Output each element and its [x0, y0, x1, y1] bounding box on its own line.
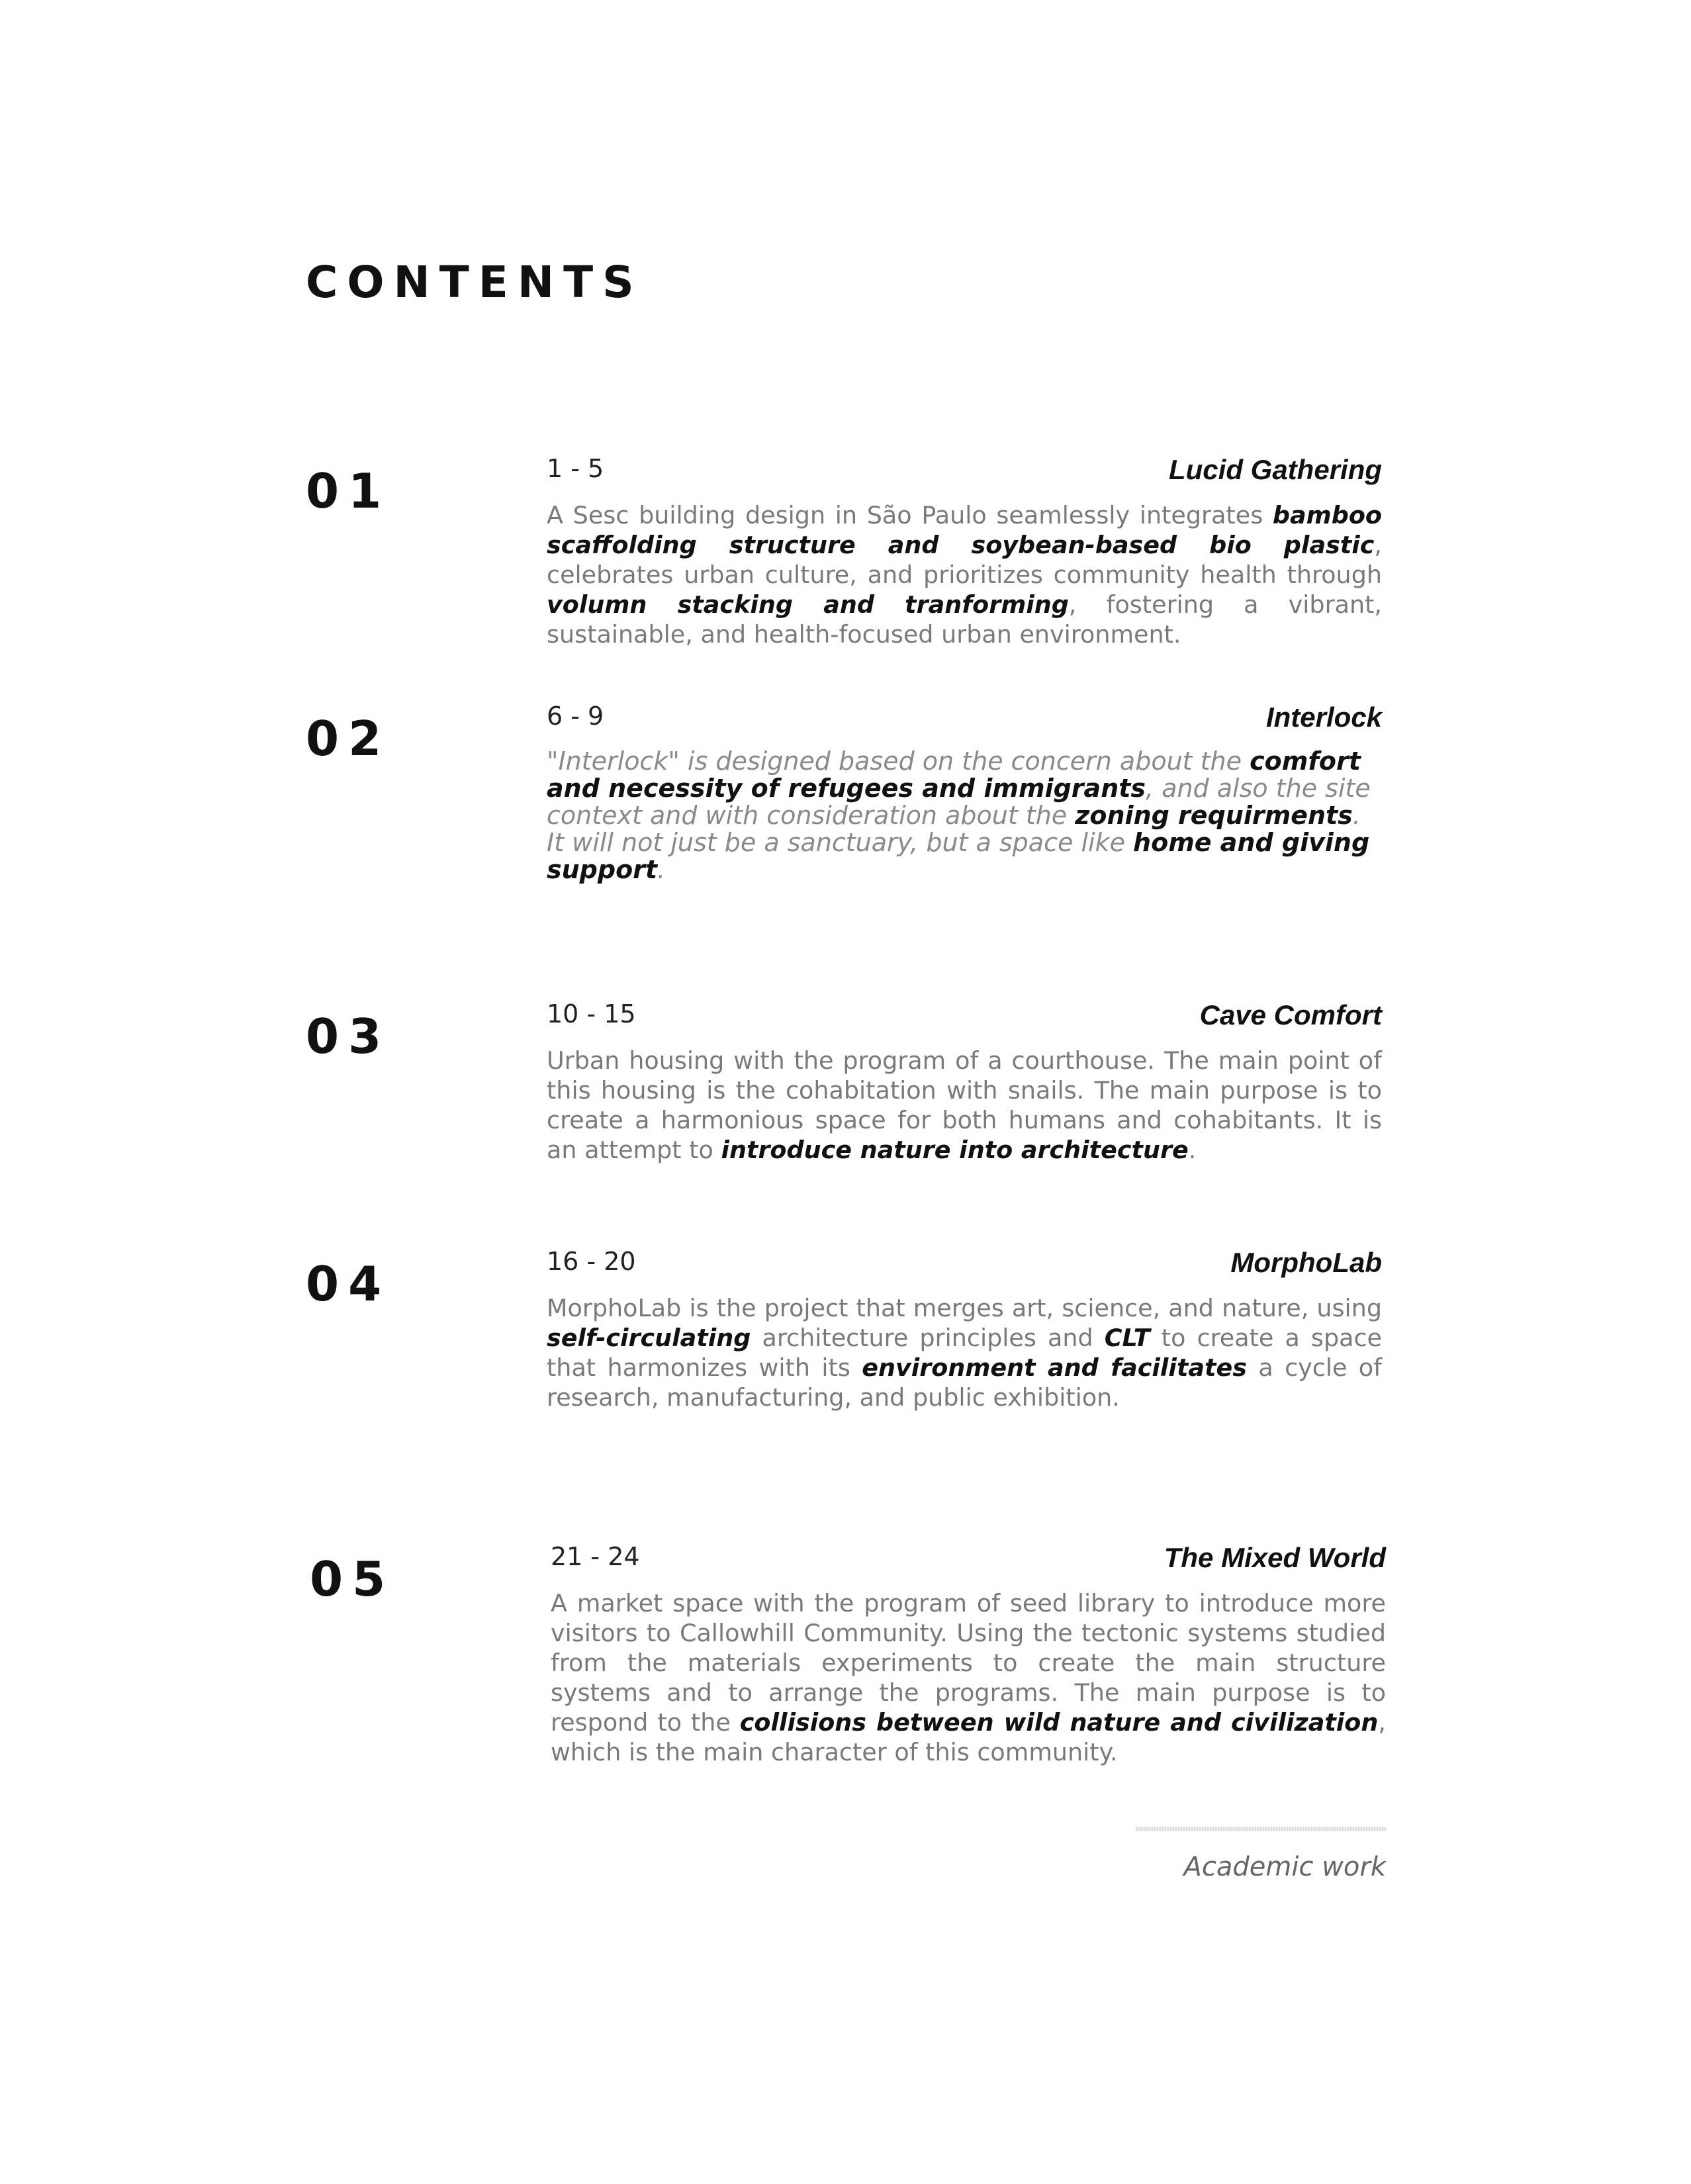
description-text: , and also the site context and with consideration about the — [547, 774, 1371, 830]
description-text: A Sesc building design in São Paulo seamlessly integrates — [547, 501, 1273, 529]
emphasis-text: CLT — [1104, 1324, 1150, 1352]
entry-page-range: 21 - 24 — [551, 1542, 640, 1571]
entry-description — [551, 1588, 1386, 1767]
emphasis-text: collisions between wild nature and civilization — [739, 1708, 1379, 1737]
description-text: architecture principles and — [751, 1324, 1105, 1352]
description-text: MorphoLab is the project that merges art, science, and nature, using — [547, 1294, 1382, 1322]
page-title: CONTENTS — [306, 257, 643, 308]
description-text: "Interlock" is designed based on the concern about the — [547, 747, 1250, 776]
entry-number: 03 — [306, 1009, 391, 1064]
description-text: , which is the main character of this community. — [551, 1708, 1386, 1766]
footer-divider — [1136, 1827, 1386, 1831]
entry-title: Interlock — [1265, 702, 1382, 733]
entry-number: 02 — [306, 711, 391, 766]
entry-number: 01 — [306, 463, 391, 519]
entry-page-range: 6 - 9 — [547, 702, 604, 731]
entry-number: 04 — [306, 1256, 391, 1312]
description-text: . It will not just be a sanctuary, but a space like — [547, 801, 1361, 857]
emphasis-text: home and giving support — [547, 828, 1370, 884]
entry-title: Cave Comfort — [1199, 999, 1382, 1030]
entry-description — [547, 500, 1382, 649]
entry-title: Lucid Gathering — [1168, 454, 1382, 485]
emphasis-text: self-circulating — [547, 1324, 751, 1352]
entry-title: The Mixed World — [1164, 1542, 1386, 1573]
entry-number: 05 — [310, 1551, 395, 1607]
entry-page-range: 1 - 5 — [547, 454, 604, 483]
emphasis-text: comfort and necessity of refugees and immigrants — [547, 747, 1361, 803]
description-text: . — [1188, 1136, 1197, 1164]
emphasis-text: zoning requirments — [1075, 801, 1353, 830]
description-text: A market space with the program of seed library to introduce more visitors to Callowhill Community. Using the tectonic systems studied from the materials experiments to create the main structure systems and to arrange the programs. The main purpose is to respond to the — [551, 1589, 1386, 1737]
entry-description — [547, 748, 1382, 884]
entry-description — [547, 1293, 1382, 1412]
emphasis-text: volumn stacking and tranforming — [547, 590, 1069, 619]
entry-page-range: 16 - 20 — [547, 1247, 636, 1276]
description-text: , fostering a vibrant, sustainable, and health-focused urban environment. — [547, 590, 1382, 649]
entry-page-range: 10 - 15 — [547, 999, 636, 1028]
emphasis-text: bamboo scaffolding structure and soybean-based bio plastic — [547, 501, 1382, 559]
description-text: to create a space that harmonizes with its — [547, 1324, 1383, 1382]
emphasis-text: introduce nature into architecture — [721, 1136, 1189, 1164]
description-text: . — [657, 855, 666, 884]
description-text: , celebrates urban culture, and prioritizes community health through — [547, 531, 1382, 589]
entry-description — [547, 1046, 1382, 1165]
description-text: a cycle of research, manufacturing, and public exhibition. — [547, 1353, 1382, 1412]
emphasis-text: environment and facilitates — [862, 1353, 1247, 1382]
footer-label: Academic work — [1183, 1852, 1386, 1882]
description-text: Urban housing with the program of a courthouse. The main point of this housing is the cohabitation with snails. The main purpose is to create a harmonious space for both humans and cohabitants. It is an attempt to — [547, 1046, 1382, 1164]
entry-title: MorphoLab — [1230, 1247, 1382, 1278]
